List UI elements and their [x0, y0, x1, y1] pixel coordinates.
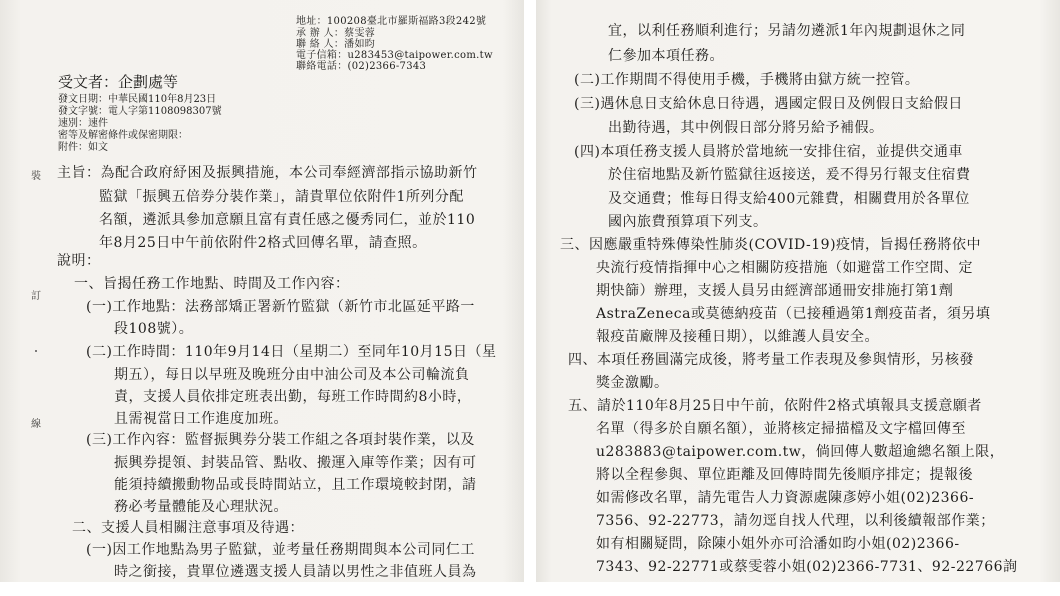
meta-secret: 密等及解密條件或保密期限：: [58, 130, 188, 141]
body-line: 如需修改名單，請先電告人力資源處陳彥婷小姐(02)2366-: [596, 490, 975, 506]
bottom-margin: [0, 582, 1060, 596]
body-line: 如有相關疑問，除陳小姐外亦可洽潘如昀小姐(02)2366-: [596, 536, 960, 552]
body-line: 三、因應嚴重特殊傳染性肺炎(COVID-19)疫情，旨揭任務將依中: [560, 237, 982, 253]
recipient: 受文者：企劃處等: [58, 73, 179, 91]
body-line: 獎金激勵。: [596, 375, 669, 391]
body-line: 宜，以利任務順利進行；另請勿遴派1年內規劃退休之同: [608, 23, 966, 39]
body-line: 國內旅費預算項下列支。: [608, 214, 768, 230]
body-line: (三)遇休息日支給休息日待遇，遇國定假日及例假日支給假日: [574, 96, 963, 112]
header-handler: 承 辦 人：蔡雯蓉: [296, 28, 376, 39]
body-line: (二)工作期間不得使用手機，手機將由獄方統一控管。: [574, 72, 920, 88]
body-line: 能須持續搬動物品或長時間站立，且工作環境較封閉，請: [114, 477, 477, 493]
body-line: 振興券提領、封裝品管、點收、搬運入庫等作業；因有可: [114, 455, 477, 471]
subject-line: 年8月25日中午前依附件2格式回傳名單，請查照。: [99, 235, 427, 251]
body-line: (三)工作內容：監督振興券分裝工作組之各項封裝作業，以及: [86, 432, 475, 448]
body-line: 段108號）。: [114, 321, 194, 337]
body-line: 期快篩）辦理，支援人員另由經濟部通冊安排施打第1劑: [596, 283, 954, 299]
header-contact: 聯 絡 人：潘如昀: [296, 39, 376, 50]
binding-mark: 線: [31, 419, 41, 430]
body-line: 一、旨揭任務工作地點、時間及工作內容：: [74, 276, 350, 292]
body-line: 將以全程參與、單位距離及回傳時間先後順序排定；提報後: [596, 467, 973, 483]
explanation-label: 說明：: [57, 253, 101, 269]
body-line: (一)工作地點：法務部矯正署新竹監獄（新竹市北區延平路一: [86, 299, 475, 315]
body-line: (四)本項任務支援人員將於當地統一安排住宿，並提供交通車: [574, 144, 963, 160]
binding-mark: 訂: [31, 291, 41, 302]
body-line: 務必考量體能及心理狀況。: [114, 499, 288, 515]
subject-line: 主旨：為配合政府紓困及振興措施，本公司奉經濟部指示協助新竹: [57, 165, 478, 181]
document-page-left: [0, 0, 524, 596]
subject-line: 監獄「振興五倍券分裝作業」，請貴單位依附件1所列分配: [99, 189, 464, 205]
body-line: 央流行疫情指揮中心之相關防疫措施（如避當工作空間、定: [596, 260, 973, 276]
page-gutter: [524, 0, 536, 596]
body-line: 五、請於110年8月25日中午前，依附件2格式填報具支援意願者: [568, 398, 982, 414]
document-page-right: [536, 0, 1060, 596]
meta-number: 發文字號：電人字第1108098307號: [58, 106, 222, 117]
body-line: 責，支援人員依排定班表出勤，每班工作時間約8小時，: [114, 389, 472, 405]
header-phone: 聯絡電話：(02)2366-7343: [296, 61, 427, 72]
body-line: 且需視當日工作進度加班。: [114, 411, 288, 427]
meta-speed: 速別：速件: [58, 118, 108, 129]
meta-attach: 附件：如文: [58, 142, 108, 153]
binding-mark: 裝: [31, 171, 41, 182]
body-line: 名單（得多於自願名額），並將核定掃描檔及文字檔回傳至: [596, 421, 966, 437]
body-line: 期五），每日以早班及晚班分由中油公司及本公司輪流負: [114, 367, 470, 383]
subject-line: 名額，遴派具參加意願且富有責任感之優秀同仁，並於110: [99, 212, 476, 228]
binding-dot: [35, 350, 37, 352]
body-line: (二)工作時間：110年9月14日（星期二）至同年10月15日（星: [86, 344, 497, 360]
body-line: 7343、92-22771或蔡雯蓉小姐(02)2366-7731、92-22766詢: [596, 559, 1018, 575]
header-address: 地址：100208臺北市羅斯福路3段242號: [296, 16, 487, 27]
email-line: u283883@taipower.com.tw，倘回傳人數超逾總名額上限，: [596, 444, 1005, 460]
body-line: (一)因工作地點為男子監獄，並考量任務期間與本公司同仁工: [86, 542, 475, 558]
body-line: 出勤待遇，其中例假日部分將另給予補假。: [608, 120, 884, 136]
body-line: 及交通費；惟每日得支給400元雜費，相關費用於各單位: [608, 191, 970, 207]
body-line: 7356、92-22773，請勿逕自找人代理，以利後續報部作業；: [596, 513, 995, 529]
body-line: 報疫苗廠牌及接種日期），以維護人員安全。: [596, 329, 879, 345]
body-line: AstraZeneca或莫德納疫苗（已接種過第1劑疫苗者，須另填: [596, 306, 991, 322]
body-line: 四、本項任務圓滿完成後，將考量工作表現及參與情形，另核發: [568, 352, 974, 368]
body-line: 仁參加本項任務。: [608, 48, 724, 64]
body-line: 時之銜接，貴單位遴選支援人員請以男性之非值班人員為: [114, 564, 477, 580]
body-line: 二、支援人員相關注意事項及待遇：: [72, 520, 304, 536]
meta-date: 發文日期：中華民國110年8月23日: [58, 94, 217, 105]
header-email: 電子信箱：u283453@taipower.com.tw: [296, 50, 493, 61]
body-line: 於住宿地點及新竹監獄往返接送，爰不得另行報支住宿費: [608, 167, 971, 183]
